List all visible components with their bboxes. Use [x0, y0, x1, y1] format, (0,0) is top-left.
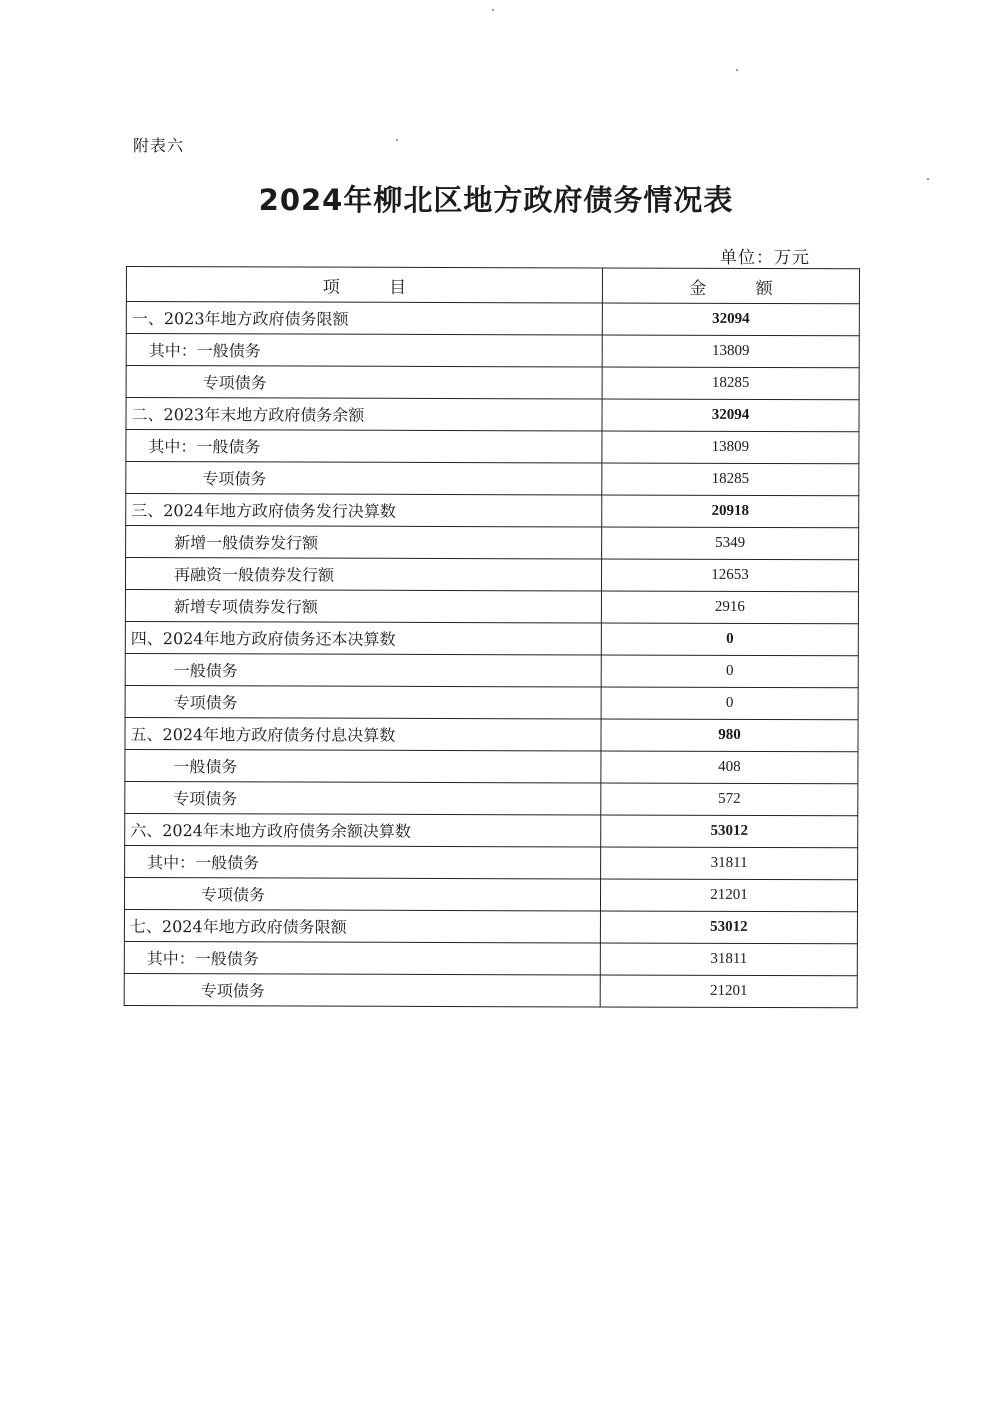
row-amount-value: 32094 — [602, 399, 859, 432]
row-amount-value: 21201 — [600, 975, 857, 1008]
table-row — [124, 941, 857, 975]
amount-column-header — [602, 268, 859, 304]
table-row — [126, 462, 859, 496]
table-row — [126, 302, 859, 336]
table-row — [125, 845, 858, 879]
row-item-label: 三、2024年地方政府债务发行决算数 — [126, 494, 602, 527]
row-amount-value: 0 — [601, 687, 858, 720]
row-amount-value: 0 — [601, 623, 858, 656]
row-amount-value: 32094 — [602, 303, 859, 336]
row-item-label: 四、2024年地方政府债务还本决算数 — [125, 621, 601, 654]
row-amount-value: 53012 — [600, 911, 857, 944]
row-amount-value: 18285 — [602, 367, 859, 400]
row-item-label: 专项债务 — [126, 462, 602, 495]
row-item-label: 一般债务 — [125, 653, 601, 686]
row-item-label: 七、2024年地方政府债务限额 — [124, 909, 600, 942]
debt-table — [124, 266, 860, 1008]
row-item-label: 专项债务 — [126, 366, 602, 399]
row-item-label: 其中：一般债务 — [124, 941, 600, 974]
table-row — [126, 398, 859, 432]
table-row — [124, 973, 857, 1007]
row-item-label: 一般债务 — [125, 749, 601, 782]
row-item-label: 五、2024年地方政府债务付息决算数 — [125, 717, 601, 750]
table-row — [126, 334, 859, 368]
appendix-label: 附表六 — [133, 136, 185, 155]
table-row — [126, 494, 859, 528]
row-item-label: 专项债务 — [125, 685, 601, 718]
row-amount-value: 13809 — [602, 431, 859, 464]
table-row — [125, 653, 858, 687]
table-row — [125, 685, 858, 719]
amount-column-header-label: 金 额 — [689, 278, 795, 299]
row-item-label: 其中：一般债务 — [126, 430, 602, 463]
row-amount-value: 31811 — [600, 943, 857, 976]
row-item-label: 专项债务 — [124, 877, 600, 910]
table-row — [126, 526, 859, 560]
row-item-label: 再融资一般债券发行额 — [125, 558, 601, 591]
table-row — [124, 909, 857, 943]
row-amount-value: 53012 — [601, 815, 858, 848]
row-item-label: 二、2023年末地方政府债务余额 — [126, 398, 602, 431]
row-amount-value: 31811 — [601, 847, 858, 880]
debt-table-body — [124, 302, 859, 1008]
table-row — [125, 558, 858, 592]
item-column-header — [126, 267, 602, 303]
row-item-label: 其中：一般债务 — [126, 334, 602, 367]
unit-label: 单位：万元 — [720, 248, 810, 268]
row-amount-value: 572 — [601, 783, 858, 816]
table-row — [126, 430, 859, 464]
row-item-label: 新增专项债券发行额 — [125, 590, 601, 623]
table-row — [125, 717, 858, 751]
row-amount-value: 12653 — [601, 559, 858, 592]
row-amount-value: 980 — [601, 719, 858, 752]
row-amount-value: 2916 — [601, 591, 858, 624]
scan-speck — [736, 69, 738, 71]
row-amount-value: 13809 — [602, 335, 859, 368]
row-amount-value: 21201 — [600, 879, 857, 912]
row-item-label: 六、2024年末地方政府债务余额决算数 — [125, 813, 601, 846]
table-row — [124, 877, 857, 911]
row-amount-value: 0 — [601, 655, 858, 688]
row-item-label: 新增一般债券发行额 — [126, 526, 602, 559]
table-header-row — [126, 267, 859, 304]
item-column-header-label: 项 目 — [322, 277, 429, 298]
page-title: 2024年柳北区地方政府债务情况表 — [258, 183, 734, 217]
table-row — [125, 781, 858, 815]
row-item-label: 专项债务 — [124, 973, 600, 1006]
row-amount-value: 18285 — [602, 463, 859, 496]
table-row — [125, 621, 858, 655]
scan-speck — [396, 139, 398, 141]
table-row — [125, 590, 858, 624]
scan-speck — [492, 9, 494, 11]
table-row — [125, 749, 858, 783]
row-amount-value: 20918 — [602, 495, 859, 528]
row-item-label: 一、2023年地方政府债务限额 — [126, 302, 602, 335]
row-item-label: 专项债务 — [125, 781, 601, 814]
table-row — [126, 366, 859, 400]
row-amount-value: 5349 — [602, 527, 859, 560]
table-row — [125, 813, 858, 847]
row-item-label: 其中：一般债务 — [125, 845, 601, 878]
row-amount-value: 408 — [601, 751, 858, 784]
